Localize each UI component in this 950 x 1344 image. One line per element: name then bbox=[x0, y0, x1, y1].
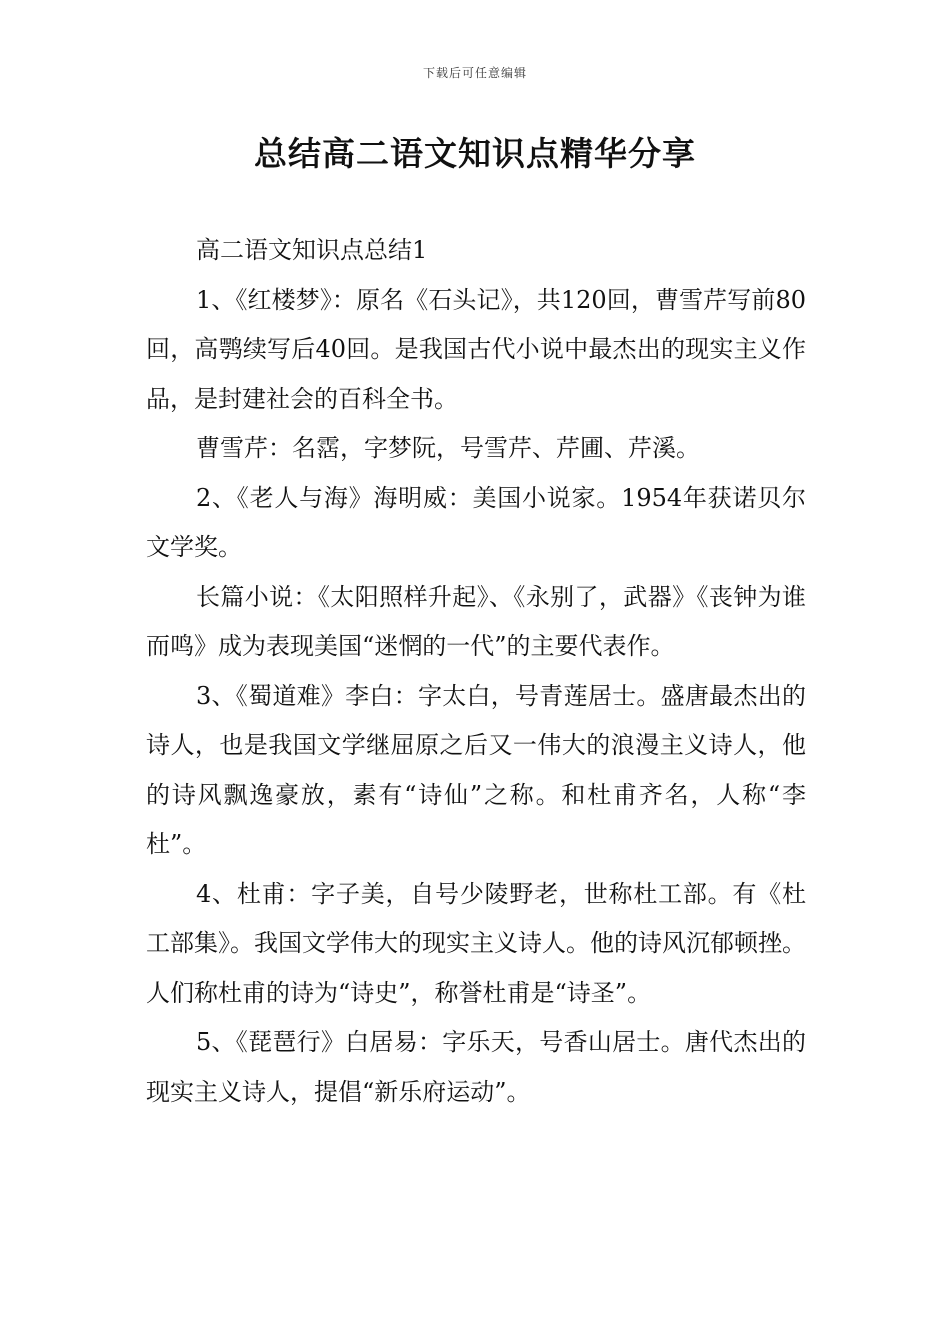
section-heading: 高二语文知识点总结1 bbox=[196, 236, 428, 264]
document-title: 总结高二语文知识点精华分享 bbox=[254, 134, 696, 173]
paragraph-dufu: 4、杜甫：字子美，自号少陵野老，世称杜工部。有《杜工部集》。我国文学伟大的现实主义诗人。他的诗风沉郁顿挫。人们称杜甫的诗为“诗史”，称誉杜甫是“诗圣”。 bbox=[146, 879, 806, 1007]
document-body bbox=[146, 226, 806, 1117]
paragraph-caoxueqin: 曹雪芹：名霑，字梦阮，号雪芹、芹圃、芹溪。 bbox=[196, 434, 700, 462]
paragraph-hemingway: 2、《老人与海》海明威：美国小说家。1954年获诺贝尔文学奖。 bbox=[146, 483, 806, 561]
paragraph-libai: 3、《蜀道难》李白：字太白，号青莲居士。盛唐最杰出的诗人，也是我国文学继屈原之后又一伟大的浪漫主义诗人，他的诗风飘逸豪放，素有“诗仙”之称。和杜甫齐名，人称“李杜”。 bbox=[146, 681, 806, 858]
paragraph-hongloumeng: 1、《红楼梦》：原名《石头记》，共120回，曹雪芹写前80回，高鹗续写后40回。是我国古代小说中最杰出的现实主义作品，是封建社会的百科全书。 bbox=[146, 285, 806, 413]
page-header-note: 下载后可任意编辑 bbox=[422, 66, 527, 80]
paragraph-novels: 长篇小说：《太阳照样升起》、《永别了，武器》《丧钟为谁而鸣》成为表现美国“迷惘的一代”的主要代表作。 bbox=[146, 582, 806, 660]
paragraph-baijuyi: 5、《琵琶行》白居易：字乐天，号香山居士。唐代杰出的现实主义诗人，提倡“新乐府运动”。 bbox=[146, 1028, 806, 1106]
